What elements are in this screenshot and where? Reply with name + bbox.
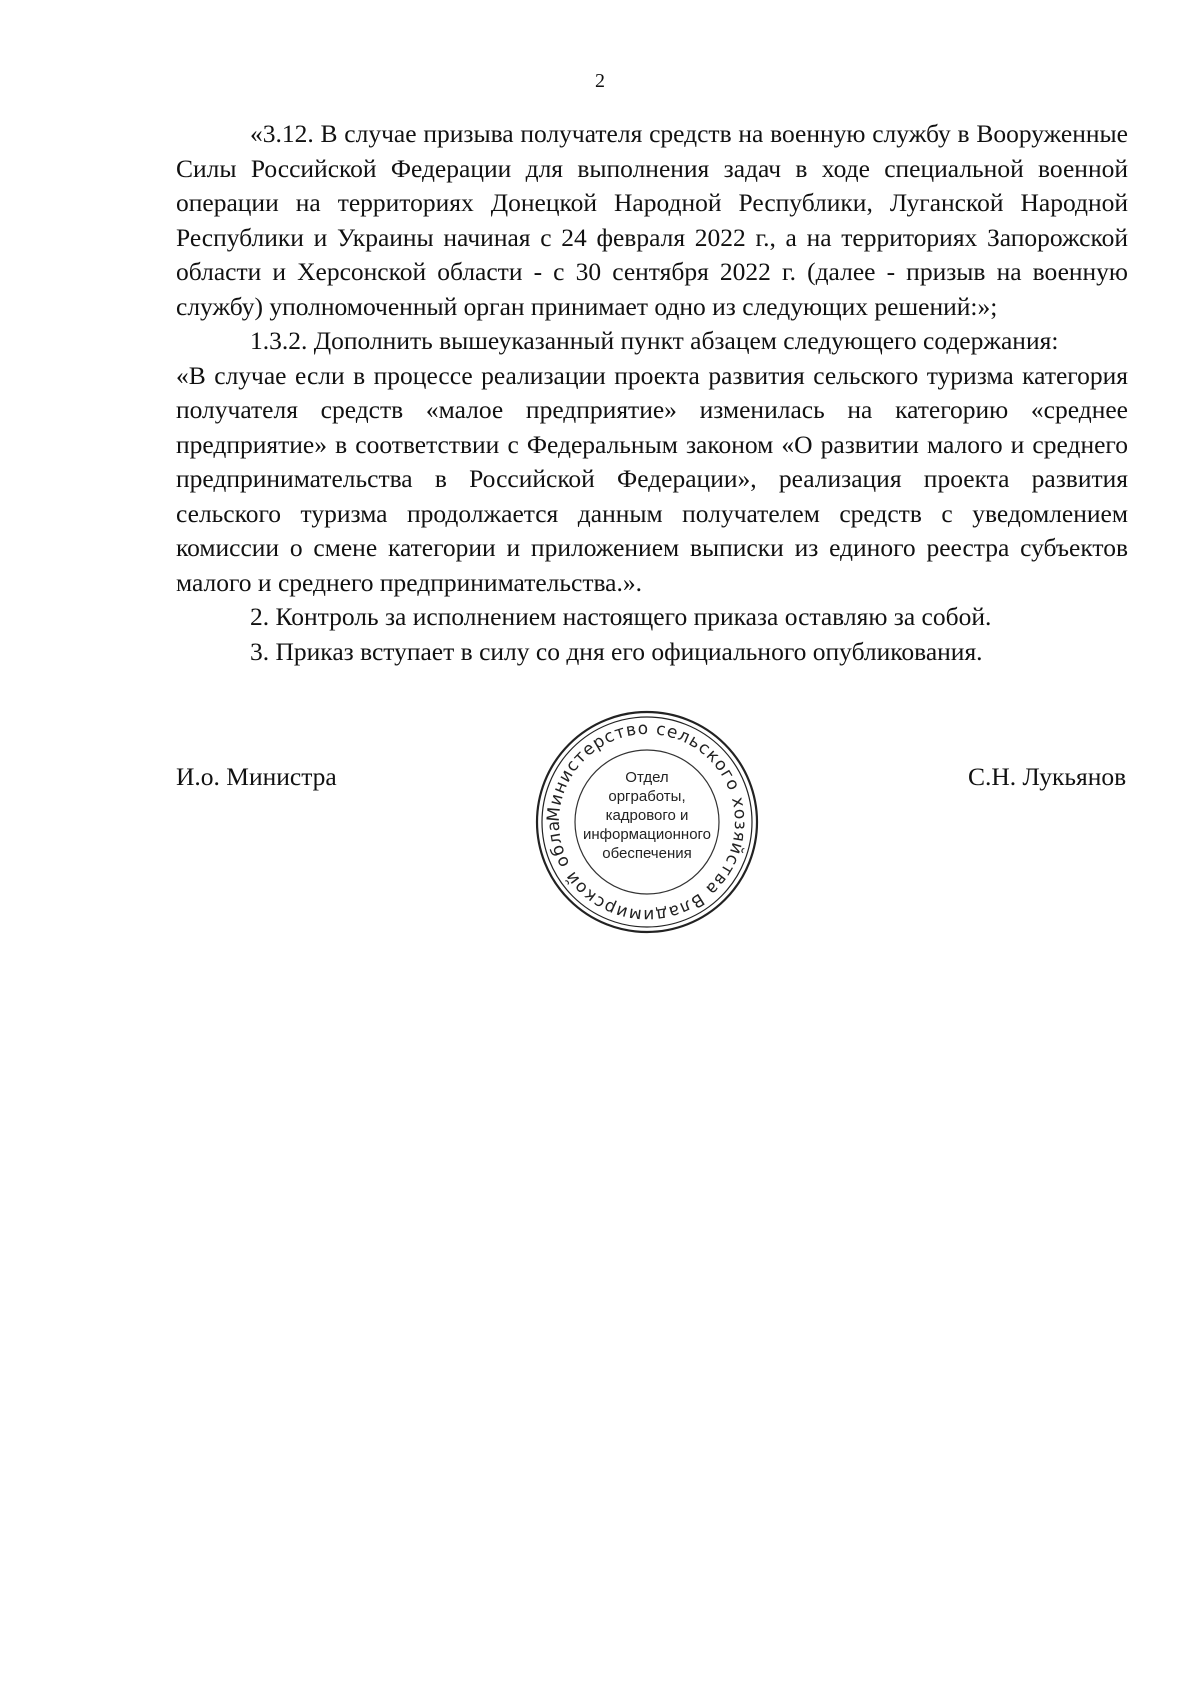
stamp-line-5: обеспечения: [602, 845, 692, 862]
stamp-ring-textpath: Министерство сельского хозяйства Владимирской обла: [543, 718, 751, 926]
stamp-center-text: [567, 768, 727, 863]
paragraph-quoted-amendment: «В случае если в процессе реализации проекта развития сельского туризма категория получателя средств «малое предприятие» изменилась на категорию «среднее предприятие» в соответствии с Федеральным законом «О развитии малого и среднего предпринимательства в Российской Федерации», реализация проекта развития сельского туризма продолжается данным получателем средств с уведомлением комиссии о смене категории и приложением выписки из единого реестра субъектов малого и среднего предпринимательства.».: [176, 360, 1128, 597]
signatory-name: С.Н. Лукьянов: [968, 762, 1127, 791]
stamp-line-3: кадрового и: [605, 807, 689, 824]
paragraph-control: 2. Контроль за исполнением настоящего приказа оставляю за собой.: [250, 602, 992, 631]
stamp-line-2: оргработы,: [608, 788, 686, 805]
signatory-position: И.о. Министра: [176, 762, 337, 791]
paragraph-effective: 3. Приказ вступает в силу со дня его официального опубликования.: [250, 636, 983, 666]
official-stamp: [533, 708, 761, 936]
paragraph-3-12: «3.12. В случае призыва получателя средств на военную службу в Вооруженные Силы Российской Федерации для выполнения задач в ходе специальной военной операции на территориях Донецкой Народной Республики, Луганской Народной Республики и Украины начиная с 24 февраля 2022 г., а на территориях Запорожской области и Херсонской области - с 30 сентября 2022 г. (далее - призыв на военную службу) уполномоченный орган принимает одно из следующих решений:»;: [176, 119, 1128, 321]
paragraph-1-3-2: 1.3.2. Дополнить вышеуказанный пункт абзацем следующего содержания:: [250, 326, 1059, 355]
page-number: 2: [595, 70, 605, 92]
stamp-line-1: Отдел: [625, 769, 669, 786]
stamp-line-4: информационного: [582, 826, 712, 843]
document-body: [176, 117, 1128, 669]
